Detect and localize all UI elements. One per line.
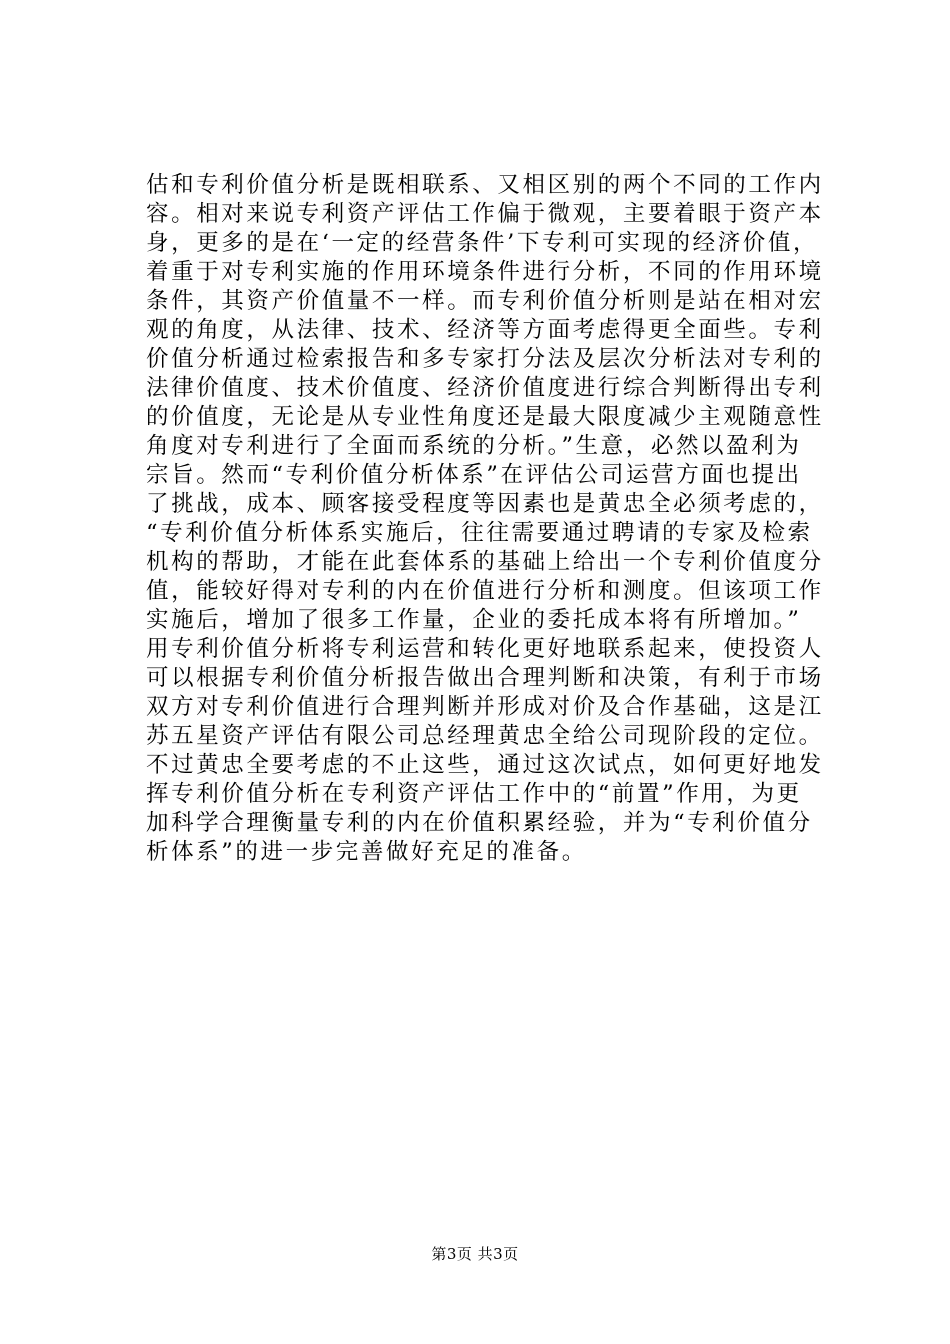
page-number-footer: 第3页 共3页 [431, 1245, 519, 1263]
text-line: 了挑战，成本、顾客接受程度等因素也是黄忠全必须考虑的， [146, 491, 824, 517]
text-line: 价值分析通过检索报告和多专家打分法及层次分析法对专利的 [146, 346, 824, 372]
text-line: 双方对专利价值进行合理判断并形成对价及合作基础，这是江 [146, 694, 824, 720]
text-line: 宗旨。然而“专利价值分析体系”在评估公司运营方面也提出 [146, 462, 802, 488]
text-line: 挥专利价值分析在专利资产评估工作中的“前置”作用，为更 [146, 781, 802, 807]
text-line: 不过黄忠全要考虑的不止这些，通过这次试点，如何更好地发 [146, 752, 824, 778]
text-line: 着重于对专利实施的作用环境条件进行分析，不同的作用环境 [146, 259, 824, 285]
text-line: 法律价值度、技术价值度、经济价值度进行综合判断得出专利 [146, 375, 824, 401]
text-line: 机构的帮助，才能在此套体系的基础上给出一个专利价值度分 [146, 549, 824, 575]
text-line: 加科学合理衡量专利的内在价值积累经验，并为“专利价值分 [146, 810, 813, 836]
text-line: 苏五星资产评估有限公司总经理黄忠全给公司现阶段的定位。 [146, 723, 824, 749]
text-line: 估和专利价值分析是既相联系、又相区别的两个不同的工作内 [146, 172, 824, 198]
text-line: 容。相对来说专利资产评估工作偏于微观，主要着眼于资产本 [146, 201, 824, 227]
text-line: 角度对专利进行了全面而系统的分析。”生意，必然以盈利为 [146, 433, 802, 459]
text-line: 析体系”的进一步完善做好充足的准备。 [146, 839, 587, 865]
text-line: 值，能较好得对专利的内在价值进行分析和测度。但该项工作 [146, 578, 824, 604]
text-line: 的价值度，无论是从专业性角度还是最大限度减少主观随意性 [146, 404, 824, 430]
text-line: 可以根据专利价值分析报告做出合理判断和决策，有利于市场 [146, 665, 824, 691]
text-line: 条件，其资产价值量不一样。而专利价值分析则是站在相对宏 [146, 288, 824, 314]
text-line: 身，更多的是在‘一定的经营条件’下专利可实现的经济价值， [146, 230, 819, 256]
text-line: 用专利价值分析将专利运营和转化更好地联系起来，使投资人 [146, 636, 824, 662]
text-line: 观的角度，从法律、技术、经济等方面考虑得更全面些。专利 [146, 317, 824, 343]
text-line: 实施后，增加了很多工作量，企业的委托成本将有所增加。” [146, 607, 802, 633]
body-text [146, 171, 836, 867]
text-line: “专利价值分析体系实施后，往往需要通过聘请的专家及检索 [146, 520, 813, 546]
